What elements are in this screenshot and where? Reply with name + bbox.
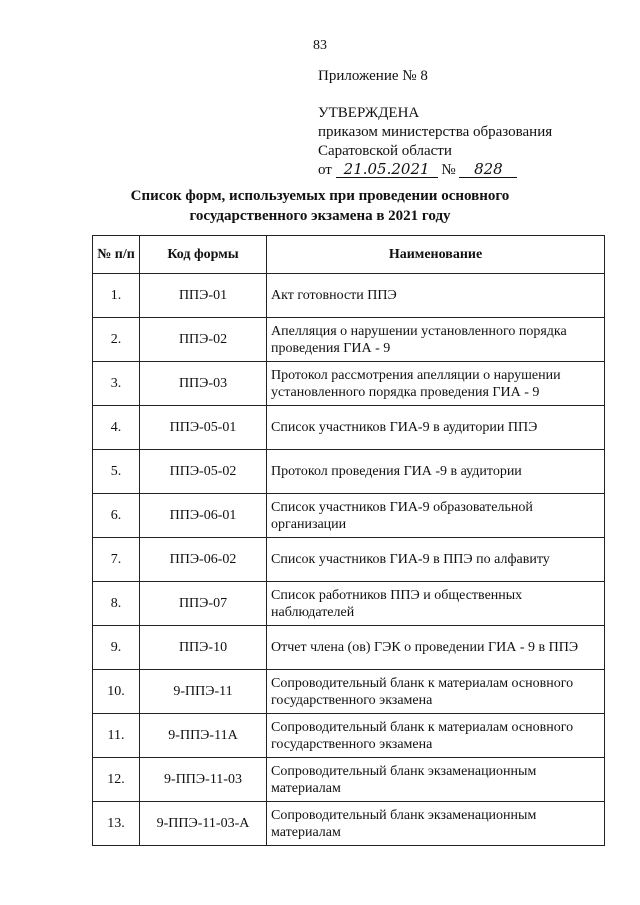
forms-table [92, 235, 605, 846]
row-name: Список участников ГИА-9 в ППЭ по алфавиту [267, 538, 605, 582]
table-header-row [93, 236, 605, 274]
row-name: Отчет члена (ов) ГЭК о проведении ГИА - 9 в ППЭ [267, 626, 605, 670]
row-number: 3. [93, 362, 140, 406]
row-name: Список участников ГИА-9 в аудитории ППЭ [267, 406, 605, 450]
title-line-2: государственного экзамена в 2021 году [189, 208, 451, 224]
row-name: Список участников ГИА-9 образовательной организации [267, 494, 605, 538]
row-name: Сопроводительный бланк к материалам основного государственного экзамена [267, 670, 605, 714]
header-name: Наименование [267, 236, 605, 274]
row-code: ППЭ-06-01 [140, 494, 267, 538]
page-number: 83 [313, 38, 327, 53]
table-row [93, 450, 605, 494]
approval-line-1: приказом министерства образования [318, 124, 553, 140]
row-number: 12. [93, 758, 140, 802]
row-code: 9-ППЭ-11 [140, 670, 267, 714]
header-number: № п/п [93, 236, 140, 274]
row-code: 9-ППЭ-11А [140, 714, 267, 758]
handwritten-number: 828 [459, 162, 517, 178]
document-title [0, 186, 640, 226]
table-row [93, 670, 605, 714]
number-label: № [441, 162, 456, 178]
row-name: Сопроводительный бланк экзаменационным материалам [267, 758, 605, 802]
row-number: 10. [93, 670, 140, 714]
appendix-label: Приложение № 8 [318, 68, 428, 84]
row-name: Протокол рассмотрения апелляции о нарушении установленного порядка проведения ГИА - 9 [267, 362, 605, 406]
row-name: Акт готовности ППЭ [267, 274, 605, 318]
row-code: ППЭ-06-02 [140, 538, 267, 582]
table-row [93, 274, 605, 318]
approval-block [318, 104, 552, 180]
row-code: ППЭ-03 [140, 362, 267, 406]
row-number: 6. [93, 494, 140, 538]
row-code: ППЭ-02 [140, 318, 267, 362]
table-row [93, 714, 605, 758]
row-code: ППЭ-07 [140, 582, 267, 626]
row-code: ППЭ-05-01 [140, 406, 267, 450]
table-row [93, 758, 605, 802]
row-name: Сопроводительный бланк к материалам основного государственного экзамена [267, 714, 605, 758]
table-row [93, 538, 605, 582]
row-number: 13. [93, 802, 140, 846]
title-line-1: Список форм, используемых при проведении основного [130, 188, 510, 204]
row-name: Список работников ППЭ и общественных наблюдателей [267, 582, 605, 626]
row-number: 2. [93, 318, 140, 362]
row-number: 7. [93, 538, 140, 582]
row-number: 9. [93, 626, 140, 670]
row-code: ППЭ-10 [140, 626, 267, 670]
table-row [93, 802, 605, 846]
table-row [93, 626, 605, 670]
table-row [93, 406, 605, 450]
table-row [93, 362, 605, 406]
from-label: от [318, 162, 332, 178]
table-row [93, 494, 605, 538]
row-number: 5. [93, 450, 140, 494]
table-row [93, 582, 605, 626]
row-name: Апелляция о нарушении установленного порядка проведения ГИА - 9 [267, 318, 605, 362]
row-code: 9-ППЭ-11-03 [140, 758, 267, 802]
row-code: ППЭ-05-02 [140, 450, 267, 494]
row-name: Протокол проведения ГИА -9 в аудитории [267, 450, 605, 494]
approval-date-line [318, 161, 552, 180]
row-number: 1. [93, 274, 140, 318]
approval-heading: УТВЕРЖДЕНА [318, 105, 420, 121]
row-number: 8. [93, 582, 140, 626]
row-code: ППЭ-01 [140, 274, 267, 318]
approval-line-2: Саратовской области [318, 143, 452, 159]
handwritten-date: 21.05.2021 [336, 162, 438, 178]
row-code: 9-ППЭ-11-03-А [140, 802, 267, 846]
header-code: Код формы [140, 236, 267, 274]
table-row [93, 318, 605, 362]
row-number: 11. [93, 714, 140, 758]
row-number: 4. [93, 406, 140, 450]
row-name: Сопроводительный бланк экзаменационным материалам [267, 802, 605, 846]
